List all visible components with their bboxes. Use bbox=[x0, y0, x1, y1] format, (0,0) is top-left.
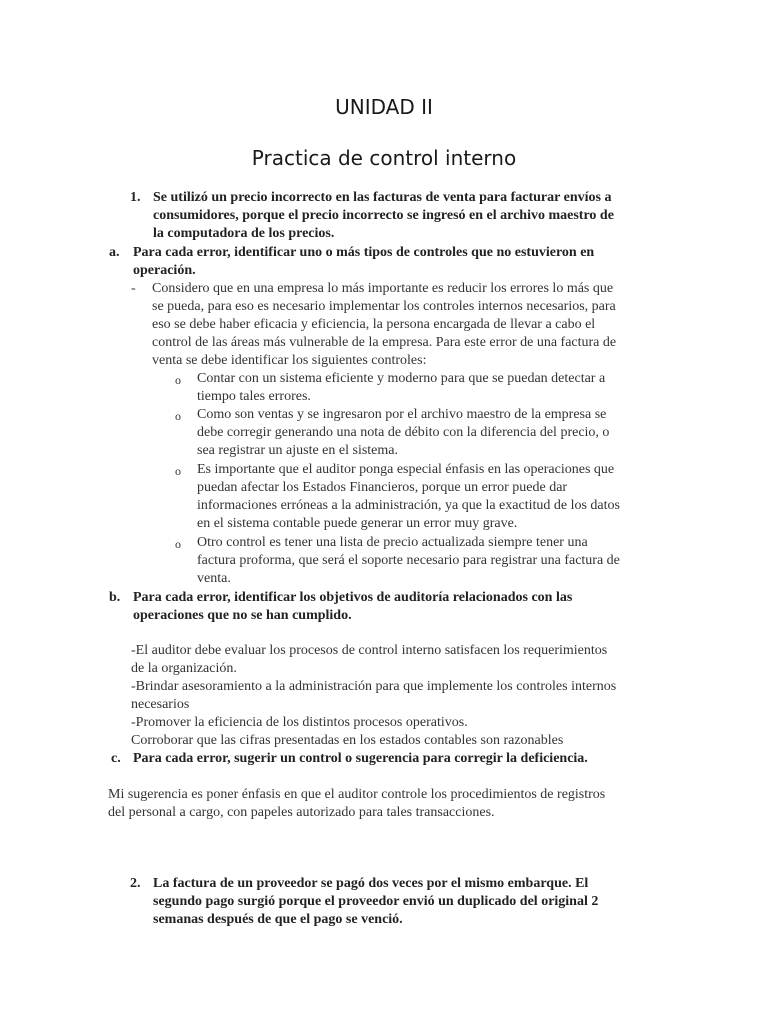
answer-b-line: Corroborar que las cifras presentadas en los estados contables son razonables bbox=[131, 733, 564, 748]
item-a-text bbox=[133, 244, 723, 280]
answer-a-line: se pueda, para eso es necesario implementar los controles internos necesarios, para bbox=[152, 299, 616, 314]
item-b-text bbox=[133, 589, 723, 625]
control-item bbox=[197, 461, 717, 533]
question-1-line: consumidores, porque el precio incorrecto se ingresó en el archivo maestro de bbox=[153, 208, 614, 223]
control-item-line: en el sistema contable puede generar un error muy grave. bbox=[197, 516, 518, 531]
control-item-line: Es importante que el auditor ponga especial énfasis en las operaciones que bbox=[197, 462, 615, 477]
control-item-line: debe corregir generando una nota de débito con la diferencia del precio, o bbox=[197, 425, 610, 440]
item-b-line: Para cada error, identificar los objetivos de auditoría relacionados con las bbox=[133, 590, 573, 605]
suggestion-line: del personal a cargo, con papeles autorizado para tales transacciones. bbox=[108, 805, 495, 820]
control-item-line: Otro control es tener una lista de precio actualizada siempre tener una bbox=[197, 535, 588, 550]
question-2-line: segundo pago surgió porque el proveedor envió un duplicado del original 2 bbox=[153, 894, 599, 909]
answer-a-line: venta se debe identificar los siguientes controles: bbox=[152, 353, 427, 368]
question-1-number: 1. bbox=[130, 190, 141, 205]
question-2-line: semanas después de que el pago se venció. bbox=[153, 912, 403, 927]
item-a-line: Para cada error, identificar uno o más tipos de controles que no estuvieron en bbox=[133, 245, 595, 260]
item-a-line: operación. bbox=[133, 263, 196, 278]
item-c-line: Para cada error, sugerir un control o sugerencia para corregir la deficiencia. bbox=[133, 751, 588, 766]
control-item-line: factura proforma, que será el soporte necesario para registrar una factura de bbox=[197, 553, 620, 568]
control-item-line: venta. bbox=[197, 571, 231, 586]
suggestion-line: Mi sugerencia es poner énfasis en que el auditor controle los procedimientos de registros bbox=[108, 787, 606, 802]
item-b-line: operaciones que no se han cumplido. bbox=[133, 608, 352, 623]
control-item bbox=[197, 534, 717, 588]
question-2-text bbox=[153, 875, 713, 929]
answer-b-line: -Promover la eficiencia de los distintos procesos operativos. bbox=[131, 715, 468, 730]
control-item-line: informaciones erróneas a la administración, ya que la exactitud de los datos bbox=[197, 498, 620, 513]
list-bullet: o bbox=[175, 373, 181, 387]
answer-b-line: de la organización. bbox=[131, 661, 237, 676]
control-item-line: Como son ventas y se ingresaron por el archivo maestro de la empresa se bbox=[197, 407, 607, 422]
item-b-marker: b. bbox=[109, 590, 121, 605]
unit-title: UNIDAD II bbox=[335, 95, 433, 119]
question-1-line: la computadora de los precios. bbox=[153, 226, 335, 241]
answer-a-line: control de las áreas más vulnerable de la empresa. Para este error de una factura de bbox=[152, 335, 617, 350]
answer-b-text bbox=[131, 642, 731, 750]
item-a-marker: a. bbox=[109, 245, 120, 260]
control-item bbox=[197, 406, 717, 460]
list-bullet: o bbox=[175, 464, 181, 478]
question-2-line: La factura de un proveedor se pagó dos veces por el mismo embarque. El bbox=[153, 876, 589, 891]
answer-b-line: -Brindar asesoramiento a la administración para que implemente los controles internos bbox=[131, 679, 617, 694]
list-bullet: o bbox=[175, 537, 181, 551]
control-item-line: tiempo tales errores. bbox=[197, 389, 311, 404]
document-title: Practica de control interno bbox=[251, 146, 517, 170]
suggestion-paragraph bbox=[108, 786, 728, 822]
question-2-number: 2. bbox=[130, 876, 141, 891]
answer-a-line: eso se debe haber eficacia y eficiencia, la persona encargada de llevar a cabo el bbox=[152, 317, 596, 332]
answer-a-line: Considero que en una empresa lo más importante es reducir los errores lo más que bbox=[152, 281, 614, 296]
answer-b-line: -El auditor debe evaluar los procesos de control interno satisfacen los requerimientos bbox=[131, 643, 608, 658]
answer-a-text bbox=[152, 280, 732, 370]
control-item-line: puedan afectar los Estados Financieros, porque un error puede dar bbox=[197, 480, 568, 495]
list-bullet: o bbox=[175, 409, 181, 423]
answer-a-dash: - bbox=[131, 281, 136, 296]
question-1-line: Se utilizó un precio incorrecto en las facturas de venta para facturar envíos a bbox=[153, 190, 612, 205]
item-c-marker: c. bbox=[111, 751, 121, 766]
control-item-line: sea registrar un ajuste en el sistema. bbox=[197, 443, 398, 458]
control-item-line: Contar con un sistema eficiente y moderno para que se puedan detectar a bbox=[197, 371, 606, 386]
question-1-text bbox=[153, 189, 713, 243]
answer-b-line: necesarios bbox=[131, 697, 190, 712]
control-item bbox=[197, 370, 717, 406]
item-c-text bbox=[133, 750, 723, 768]
